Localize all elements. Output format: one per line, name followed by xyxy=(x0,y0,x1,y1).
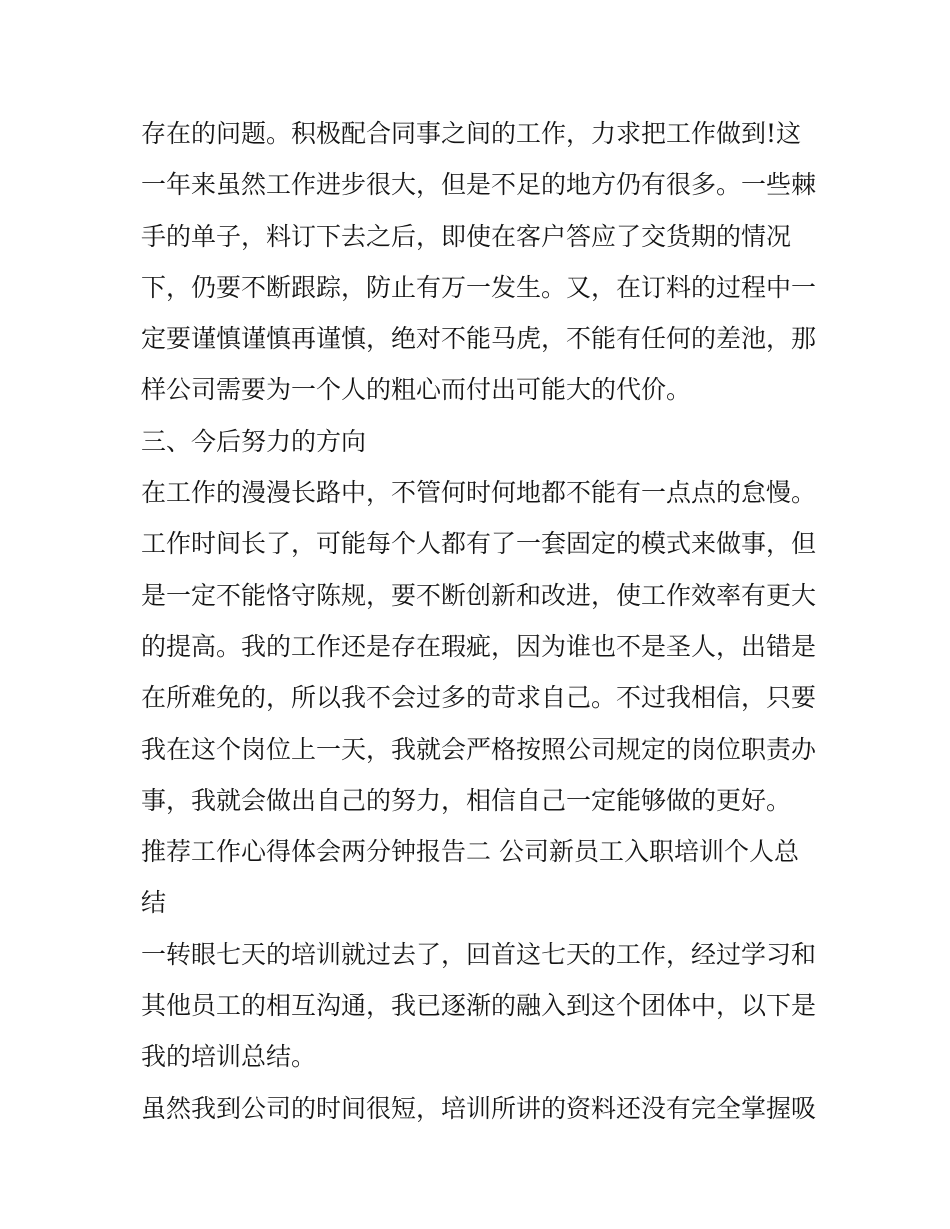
text-line: 我的培训总结。 xyxy=(141,1042,317,1072)
text-line: 存在的问题。积极配合同事之间的工作，力求把工作做到!这 xyxy=(141,119,802,148)
text-line: 事，我就会做出自己的努力，相信自己一定能够做的更好。 xyxy=(141,785,792,815)
text-line: 下，仍要不断跟踪，防止有万一发生。又，在订料的过程中一 xyxy=(141,272,817,302)
text-line: 定要谨慎谨慎再谨慎，绝对不能马虎，不能有任何的差池，那 xyxy=(141,324,817,354)
text-line: 在所难免的，所以我不会过多的苛求自己。不过我相信，只要 xyxy=(141,683,817,713)
document-body xyxy=(141,108,821,1134)
text-line: 手的单子，料订下去之后，即使在客户答应了交货期的情况 xyxy=(141,221,792,251)
article-title: 推荐工作心得体会两分钟报告二 公司新员工入职培训个人总 xyxy=(141,837,799,867)
text-line: 虽然我到公司的时间很短，培训所讲的资料还没有完全掌握吸 xyxy=(141,1093,817,1123)
text-line: 一年来虽然工作进步很大，但是不足的地方仍有很多。一些棘 xyxy=(141,170,817,200)
article-title-continued: 结 xyxy=(141,888,167,918)
text-line: 我在这个岗位上一天，我就会严格按照公司规定的岗位职责办 xyxy=(141,734,817,764)
text-line: 是一定不能恪守陈规，要不断创新和改进，使工作效率有更大 xyxy=(141,580,817,610)
text-line: 工作时间长了，可能每个人都有了一套固定的模式来做事，但 xyxy=(141,529,817,559)
text-line: 样公司需要为一个人的粗心而付出可能大的代价。 xyxy=(141,375,692,405)
section-heading: 三、今后努力的方向 xyxy=(141,426,367,456)
text-line: 在工作的漫漫长路中，不管何时何地都不能有一点点的怠慢。 xyxy=(141,478,817,508)
text-line: 的提高。我的工作还是存在瑕疵，因为谁也不是圣人，出错是 xyxy=(141,631,817,661)
text-line: 一转眼七天的培训就过去了，回首这七天的工作，经过学习和 xyxy=(141,939,817,969)
text-line: 其他员工的相互沟通，我已逐渐的融入到这个团体中，以下是 xyxy=(141,991,817,1021)
